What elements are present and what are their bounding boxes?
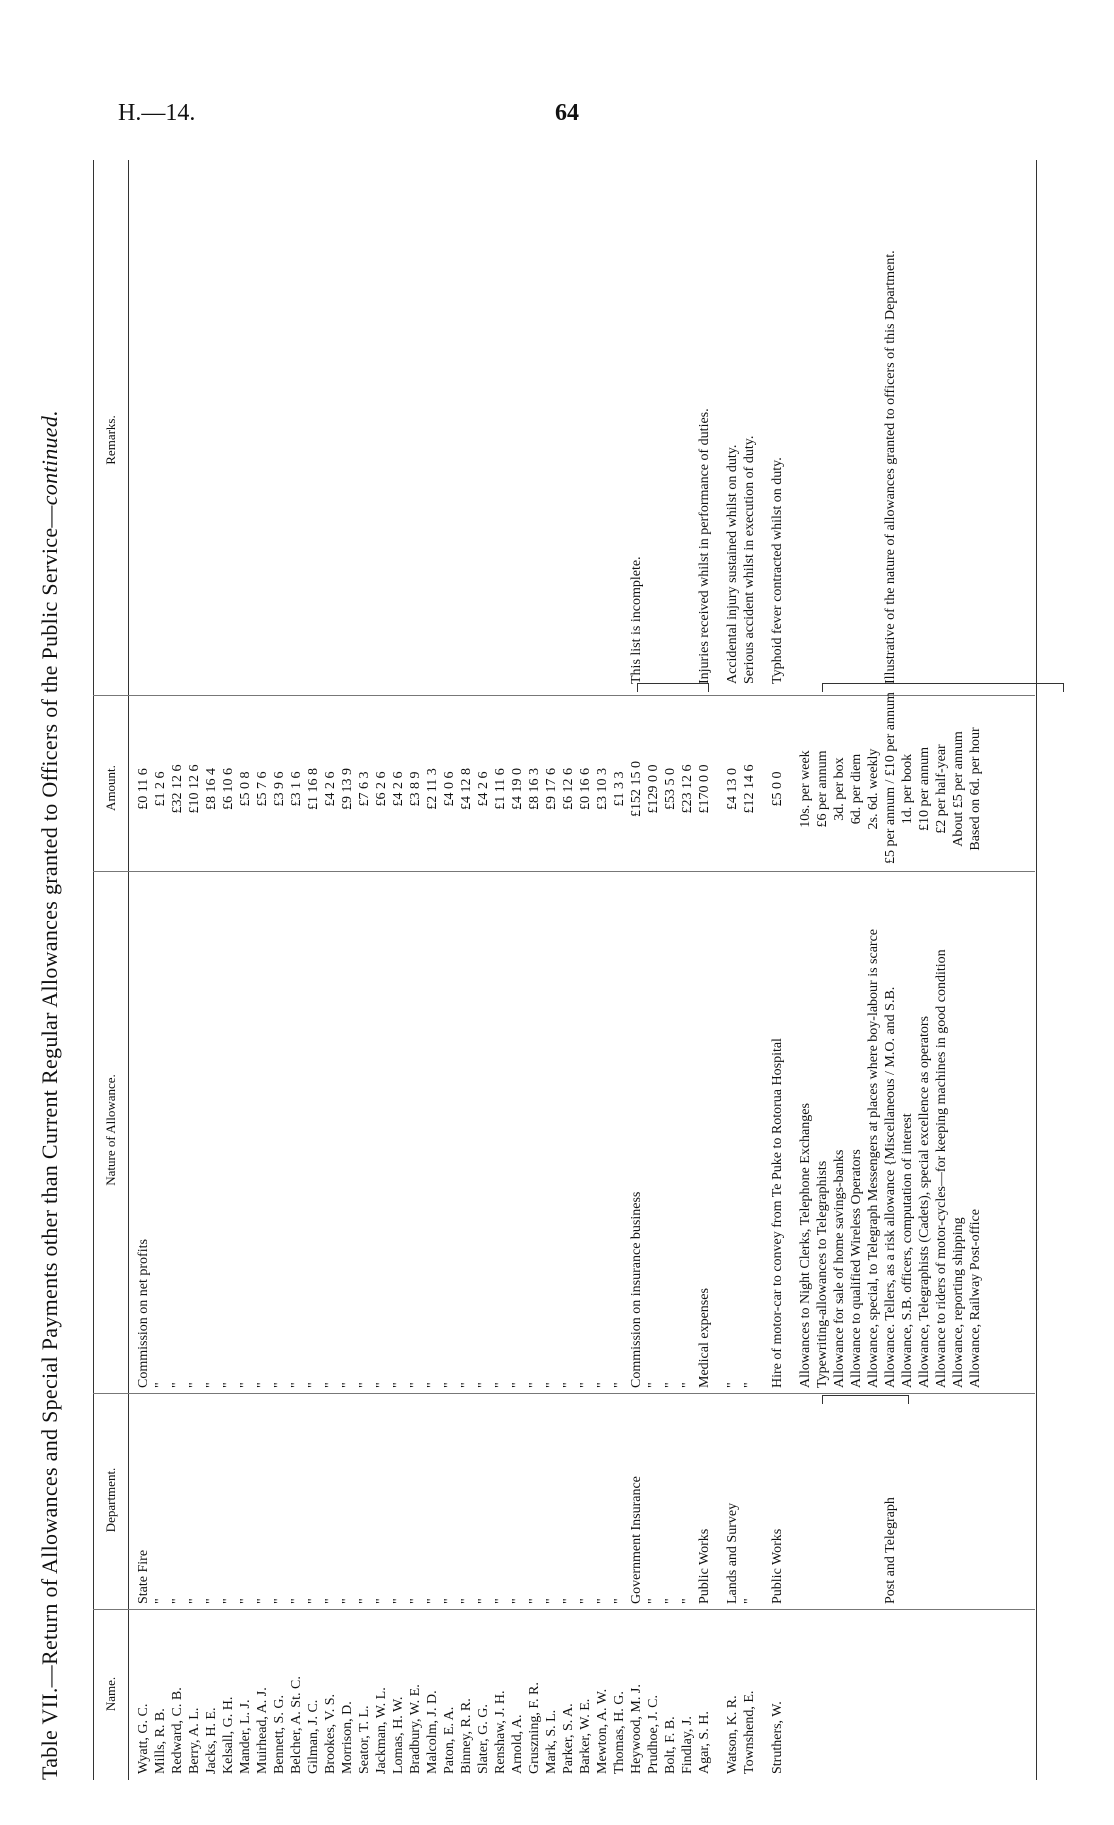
table-row <box>848 160 865 1780</box>
table-row <box>390 160 407 1780</box>
cell-name: Mark, S. L. <box>544 1709 559 1774</box>
cell-nature: " <box>323 1382 338 1388</box>
cell-department: Public Works <box>770 1528 785 1604</box>
table-row <box>271 160 288 1780</box>
cell-amount: £5 0 0 <box>770 771 785 807</box>
cell-nature: " <box>221 1382 236 1388</box>
cell-amount: £3 1 6 <box>289 771 304 807</box>
cell-nature: Allowance to qualified Wireless Operators <box>849 1149 864 1388</box>
cell-nature: Allowance, reporting shipping <box>951 1217 966 1388</box>
table-row <box>339 160 356 1780</box>
cell-department: " <box>408 1598 423 1604</box>
cell-nature: " <box>680 1382 695 1388</box>
table-row <box>560 160 577 1780</box>
cell-nature: " <box>408 1382 423 1388</box>
cell-nature: " <box>170 1382 185 1388</box>
cell-department: " <box>544 1598 559 1604</box>
cell-nature: " <box>255 1382 270 1388</box>
table-row <box>741 160 758 1780</box>
cell-amount: £1 2 6 <box>153 771 168 807</box>
col-header-remarks: Remarks. <box>103 415 118 465</box>
cell-name: Brookes, V. S. <box>323 1693 338 1774</box>
table-row <box>135 160 152 1780</box>
table-row <box>475 160 492 1780</box>
cell-name: Lomas, H. W. <box>391 1696 406 1774</box>
cell-nature: Allowance, special, to Telegraph Messengers at places where boy-labour is scarce <box>866 928 881 1388</box>
table-row <box>950 160 967 1780</box>
cell-amount: £10 per annum <box>917 747 932 831</box>
table-row <box>645 160 662 1780</box>
cell-department: " <box>663 1598 678 1604</box>
cell-nature: " <box>612 1382 627 1388</box>
cell-remarks: Serious accident whilst in execution of duty. <box>742 435 757 684</box>
cell-name: Slater, G. G. <box>476 1704 491 1774</box>
table-body <box>135 160 984 1780</box>
table-row <box>356 160 373 1780</box>
rotated-table <box>37 160 1077 1780</box>
table-row <box>724 160 741 1780</box>
cell-name: Struthers, W. <box>770 1701 785 1774</box>
cell-nature: " <box>391 1382 406 1388</box>
cell-name: Renshaw, J. H. <box>493 1690 508 1774</box>
cell-amount: £6 per annum <box>815 750 830 828</box>
table-bottom-rule <box>1036 160 1037 1780</box>
cell-department: " <box>272 1598 287 1604</box>
cell-amount: £3 8 9 <box>408 771 423 807</box>
cell-name: Heywood, M. J. <box>629 1684 644 1774</box>
table-row <box>577 160 594 1780</box>
table-row <box>786 160 797 1780</box>
cell-nature: " <box>340 1382 355 1388</box>
cell-amount: £10 12 6 <box>187 764 202 814</box>
table-row <box>407 160 424 1780</box>
cell-department: " <box>238 1598 253 1604</box>
table-row <box>916 160 933 1780</box>
cell-department: " <box>374 1598 389 1604</box>
table-row <box>458 160 475 1780</box>
cell-department: " <box>742 1598 757 1604</box>
cell-amount: £2 per half-year <box>934 744 949 834</box>
cell-name: Seator, T. L. <box>357 1705 372 1774</box>
col-header-name: Name. <box>103 1676 118 1712</box>
table-row <box>543 160 560 1780</box>
cell-nature: Allowance, S.B. officers, computation of interest <box>900 1113 915 1388</box>
cell-amount: £3 10 3 <box>595 768 610 810</box>
cell-name: Mewton, A. W. <box>595 1688 610 1774</box>
cell-name: Parker, S. A. <box>561 1703 576 1774</box>
cell-amount: £23 12 6 <box>680 764 695 814</box>
cell-remarks: Illustrative of the nature of allowances granted to officers of this Department. <box>883 250 898 684</box>
cell-name: Findlay, J. <box>680 1716 695 1774</box>
cell-department: State Fire <box>136 1549 151 1604</box>
cell-department: " <box>493 1598 508 1604</box>
table-row <box>169 160 186 1780</box>
cell-amount: £129 0 0 <box>646 764 661 814</box>
cell-name: Barker, W. E. <box>578 1698 593 1774</box>
cell-department: " <box>459 1598 474 1604</box>
cell-name: Gruszning, F. R. <box>527 1682 542 1774</box>
table-row <box>899 160 916 1780</box>
cell-name: Mander, L. J. <box>238 1699 253 1774</box>
cell-amount: 3d. per box <box>832 757 847 821</box>
cell-amount: £1 3 3 <box>612 771 627 807</box>
cell-nature: " <box>425 1382 440 1388</box>
table-title-text: Table VII.—Return of Allowances and Special Payments other than Current Regular Allowances granted to Officers of the Public Service— <box>37 505 62 1780</box>
table-row <box>696 160 713 1780</box>
cell-nature: " <box>374 1382 389 1388</box>
cell-name: Agar, S. H. <box>697 1711 712 1774</box>
cell-amount: £9 17 6 <box>544 768 559 810</box>
cell-amount: £170 0 0 <box>697 764 712 814</box>
cell-department: " <box>357 1598 372 1604</box>
brace <box>822 1395 909 1404</box>
cell-department: " <box>612 1598 627 1604</box>
cell-amount: 2s. 6d. weekly <box>866 748 881 830</box>
table-row <box>814 160 831 1780</box>
cell-amount: £0 16 6 <box>578 768 593 810</box>
cell-nature: " <box>442 1382 457 1388</box>
col-header-amount: Amount. <box>103 765 118 811</box>
brace <box>637 683 709 692</box>
cell-name: Thomas, H. G. <box>612 1691 627 1774</box>
cell-nature: " <box>306 1382 321 1388</box>
table-row <box>203 160 220 1780</box>
table-title <box>37 160 71 1780</box>
cell-amount: £4 2 6 <box>323 771 338 807</box>
cell-amount: 6d. per diem <box>849 753 864 825</box>
cell-remarks: Accidental injury sustained whilst on duty. <box>725 444 740 684</box>
cell-amount: £5 per annum / £10 per annum <box>883 692 898 864</box>
cell-nature: " <box>544 1382 559 1388</box>
cell-amount: £4 12 8 <box>459 768 474 810</box>
cell-amount: £1 11 6 <box>493 768 508 810</box>
cell-nature: " <box>561 1382 576 1388</box>
cell-name: Morrison, D. <box>340 1701 355 1774</box>
cell-amount: £2 11 3 <box>425 768 440 810</box>
table-row <box>967 160 984 1780</box>
cell-department: " <box>323 1598 338 1604</box>
cell-name: Paton, E. A. <box>442 1706 457 1774</box>
cell-amount: £12 14 6 <box>742 764 757 814</box>
cell-amount: £0 11 6 <box>136 768 151 810</box>
cell-amount: £4 0 6 <box>442 771 457 807</box>
cell-name: Wyatt, G. C. <box>136 1703 151 1774</box>
col-header-nature: Nature of Allowance. <box>103 1074 118 1186</box>
cell-name: Mills, R. B. <box>153 1708 168 1774</box>
cell-name: Bennett, S. G. <box>272 1695 287 1774</box>
table-row <box>797 160 814 1780</box>
table-row <box>424 160 441 1780</box>
cell-remarks: Typhoid fever contracted whilst on duty. <box>770 457 785 684</box>
cell-nature: " <box>153 1382 168 1388</box>
cell-department: Public Works <box>697 1528 712 1604</box>
cell-nature: Allowance for sale of home savings-banks <box>832 1149 847 1388</box>
cell-nature: " <box>595 1382 610 1388</box>
table-row <box>237 160 254 1780</box>
cell-department: " <box>510 1598 525 1604</box>
table-row <box>611 160 628 1780</box>
table-row <box>305 160 322 1780</box>
cell-nature: Hire of motor-car to convey from Te Puke to Rotorua Hospital <box>770 1038 785 1388</box>
cell-amount: £8 16 4 <box>204 768 219 810</box>
cell-department: " <box>527 1598 542 1604</box>
cell-amount: 1d. per book <box>900 753 915 825</box>
cell-nature: " <box>459 1382 474 1388</box>
cell-amount: £32 12 6 <box>170 764 185 814</box>
cell-nature: " <box>204 1382 219 1388</box>
cell-name: Gilman, J. C. <box>306 1699 321 1774</box>
cell-name: Kelsall, G. H. <box>221 1696 236 1774</box>
cell-nature: " <box>289 1382 304 1388</box>
cell-amount: £8 16 3 <box>527 768 542 810</box>
cell-name: Belcher, A. St. C. <box>289 1676 304 1774</box>
cell-department: " <box>204 1598 219 1604</box>
table-row <box>492 160 509 1780</box>
cell-amount: Based on 6d. per hour <box>968 727 983 851</box>
cell-remarks: This list is incomplete. <box>629 556 644 684</box>
cell-nature: Commission on net profits <box>136 1239 151 1388</box>
table-row <box>865 160 882 1780</box>
table-row <box>679 160 696 1780</box>
cell-name: Prudhoe, J. C. <box>646 1695 661 1774</box>
table-row <box>288 160 305 1780</box>
cell-amount: £53 5 0 <box>663 768 678 810</box>
table-row <box>526 160 543 1780</box>
cell-department: " <box>255 1598 270 1604</box>
table-row <box>594 160 611 1780</box>
brace <box>822 683 1064 692</box>
cell-name: Muirhead, A. J. <box>255 1687 270 1774</box>
cell-amount: £6 2 6 <box>374 771 389 807</box>
cell-remarks: Injuries received whilst in performance of duties. <box>697 408 712 684</box>
cell-name: Bradbury, W. E. <box>408 1684 423 1774</box>
table-title-suffix: continued. <box>37 410 62 506</box>
cell-department: " <box>425 1598 440 1604</box>
table-row <box>713 160 724 1780</box>
cell-department: " <box>153 1598 168 1604</box>
cell-amount: £5 0 8 <box>238 771 253 807</box>
cell-nature: " <box>578 1382 593 1388</box>
table-row <box>662 160 679 1780</box>
cell-name: Jackman, W. L. <box>374 1687 389 1774</box>
table-row <box>254 160 271 1780</box>
cell-nature: Allowance. Tellers, as a risk allowance {Miscellaneous / M.O. and S.B. <box>883 986 898 1388</box>
cell-nature: " <box>272 1382 287 1388</box>
cell-nature: Medical expenses <box>697 1288 712 1388</box>
cell-nature: " <box>238 1382 253 1388</box>
cell-department: " <box>187 1598 202 1604</box>
cell-nature: " <box>742 1382 757 1388</box>
cell-nature: " <box>510 1382 525 1388</box>
table-row <box>441 160 458 1780</box>
cell-amount: £4 13 0 <box>725 768 740 810</box>
cell-amount: £9 13 9 <box>340 768 355 810</box>
table-row <box>628 160 645 1780</box>
cell-name: Townshend, E. <box>742 1690 757 1774</box>
cell-department: " <box>595 1598 610 1604</box>
cell-amount: £1 16 8 <box>306 768 321 810</box>
cell-name: Redward, C. B. <box>170 1687 185 1774</box>
cell-amount: £3 9 6 <box>272 771 287 807</box>
cell-nature: " <box>357 1382 372 1388</box>
table-row <box>152 160 169 1780</box>
page-number: 64 <box>555 100 579 126</box>
page-header-left: H.—14. <box>118 100 196 126</box>
cell-department: " <box>578 1598 593 1604</box>
cell-department: " <box>391 1598 406 1604</box>
cell-department: Post and Telegraph <box>883 1497 898 1604</box>
cell-nature: Allowance, Telegraphists (Cadets), special excellence as operators <box>917 1016 932 1388</box>
cell-nature: " <box>493 1382 508 1388</box>
cell-department: Government Insurance <box>629 1476 644 1604</box>
cell-nature: Allowance, Railway Post-office <box>968 1209 983 1388</box>
cell-department: " <box>442 1598 457 1604</box>
cell-department: Lands and Survey <box>725 1502 740 1604</box>
cell-amount: £6 10 6 <box>221 768 236 810</box>
cell-nature: " <box>646 1382 661 1388</box>
cell-nature: " <box>187 1382 202 1388</box>
cell-amount: £152 15 0 <box>629 761 644 817</box>
cell-name: Binney, R. R. <box>459 1698 474 1774</box>
cell-amount: £6 12 6 <box>561 768 576 810</box>
table-row <box>220 160 237 1780</box>
table-row <box>509 160 526 1780</box>
cell-department: " <box>476 1598 491 1604</box>
cell-nature: Allowances to Night Clerks, Telephone Exchanges <box>798 1103 813 1388</box>
cell-amount: About £5 per annum <box>951 731 966 847</box>
cell-name: Jacks, H. E. <box>204 1707 219 1774</box>
cell-department: " <box>306 1598 321 1604</box>
cell-department: " <box>289 1598 304 1604</box>
table-row <box>769 160 786 1780</box>
col-header-department: Department. <box>103 1467 118 1533</box>
cell-amount: £4 2 6 <box>476 771 491 807</box>
cell-nature: Commission on insurance business <box>629 1191 644 1388</box>
cell-name: Arnold, A. <box>510 1714 525 1774</box>
cell-amount: £7 6 3 <box>357 771 372 807</box>
cell-department: " <box>340 1598 355 1604</box>
cell-department: " <box>561 1598 576 1604</box>
cell-nature: " <box>527 1382 542 1388</box>
table-row <box>758 160 769 1780</box>
cell-amount: 10s. per week <box>798 750 813 828</box>
cell-amount: £4 2 6 <box>391 771 406 807</box>
table-row <box>831 160 848 1780</box>
cell-nature: " <box>663 1382 678 1388</box>
cell-department: " <box>646 1598 661 1604</box>
cell-amount: £5 7 6 <box>255 771 270 807</box>
cell-nature: " <box>476 1382 491 1388</box>
cell-name: Malcolm, J. D. <box>425 1690 440 1774</box>
table-row <box>882 160 899 1780</box>
table-row <box>322 160 339 1780</box>
cell-amount: £4 19 0 <box>510 768 525 810</box>
cell-name: Watson, K. R. <box>725 1695 740 1774</box>
cell-name: Berry, A. L. <box>187 1707 202 1774</box>
cell-nature: Typewriting-allowances to Telegraphists <box>815 1160 830 1388</box>
table-row <box>933 160 950 1780</box>
cell-nature: Allowance to riders of motor-cycles—for keeping machines in good condition <box>934 949 949 1388</box>
table-row <box>373 160 390 1780</box>
column-headers <box>93 160 129 1780</box>
cell-name: Bolt, F. B. <box>663 1716 678 1774</box>
cell-department: " <box>221 1598 236 1604</box>
cell-department: " <box>680 1598 695 1604</box>
cell-department: " <box>170 1598 185 1604</box>
cell-nature: " <box>725 1382 740 1388</box>
table-row <box>186 160 203 1780</box>
